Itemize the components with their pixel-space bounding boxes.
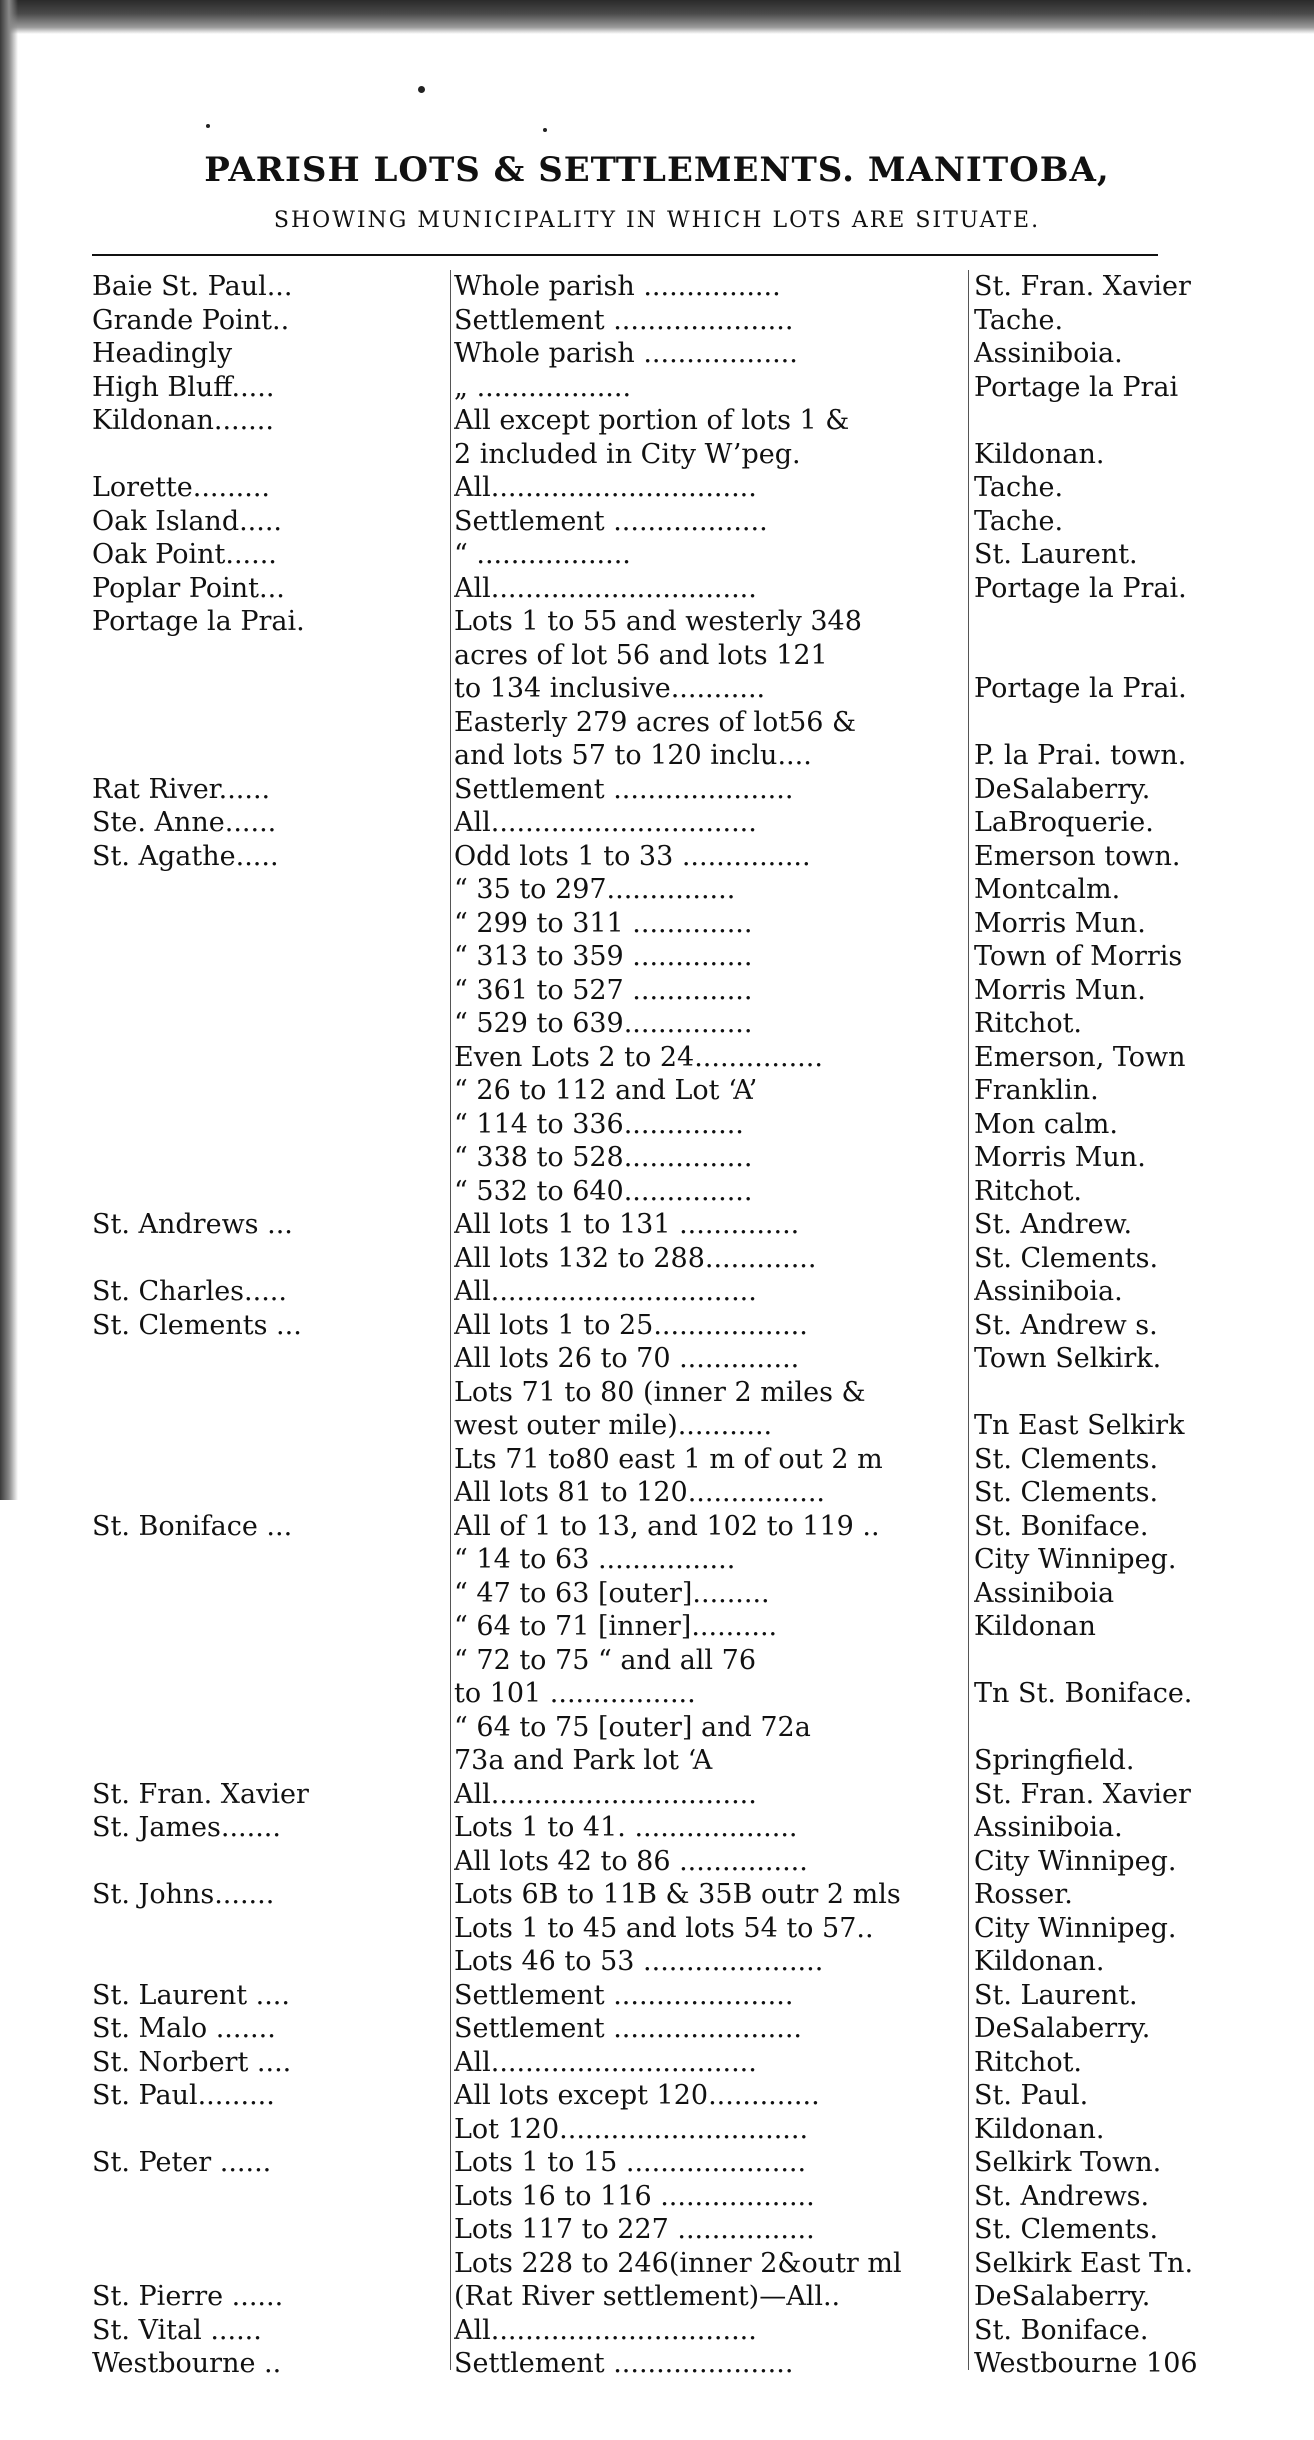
parish-cell: St. Malo ....... — [92, 2013, 276, 2044]
table-row — [86, 1476, 1186, 1510]
lots-cell: “ 338 to 528............... — [454, 1142, 753, 1173]
table-row — [86, 2146, 1186, 2180]
municipality-cell: Ritchot. — [974, 1008, 1083, 1039]
lots-cell: Even Lots 2 to 24............... — [454, 1041, 823, 1073]
table-row — [86, 1510, 1186, 1544]
municipality-cell: Portage la Prai. — [974, 673, 1187, 704]
parish-cell: Oak Island..... — [92, 505, 283, 537]
lots-cell: All except portion of lots 1 & — [454, 405, 850, 436]
table-row — [86, 806, 1186, 840]
table-row — [86, 2280, 1186, 2314]
table-row — [86, 572, 1186, 606]
lots-cell: acres of lot 56 and lots 121 — [454, 639, 828, 671]
parish-cell: High Bluff..... — [92, 371, 275, 403]
lots-cell: “ 64 to 75 [outer] and 72a — [454, 1711, 811, 1743]
table-row — [86, 2046, 1186, 2080]
table-row — [86, 2180, 1186, 2214]
lots-cell: Lot 120............................. — [454, 2113, 809, 2145]
table-row — [86, 639, 1186, 673]
table-row — [86, 471, 1186, 505]
lots-cell: (Rat River settlement)—All.. — [454, 2281, 841, 2312]
table-row — [86, 2314, 1186, 2348]
lots-cell: Settlement ..................... — [454, 1979, 794, 2011]
parish-cell: St. Fran. Xavier — [92, 1778, 309, 1810]
table-row — [86, 1979, 1186, 2013]
municipality-cell: St. Paul. — [974, 2080, 1089, 2111]
print-speck — [206, 124, 210, 128]
table-row — [86, 1108, 1186, 1142]
lots-cell: to 101 ................. — [454, 1678, 696, 1709]
table-row — [86, 1175, 1186, 1209]
municipality-cell: Emerson, Town — [974, 1041, 1186, 1073]
parish-cell: Rat River...... — [92, 773, 271, 805]
lots-cell: “ .................. — [454, 539, 631, 570]
parish-cell: St. Paul......... — [92, 2080, 275, 2111]
table-row — [86, 1242, 1186, 1276]
table-row — [86, 1644, 1186, 1678]
municipality-cell: Town Selkirk. — [974, 1343, 1162, 1374]
municipality-cell: Selkirk East Tn. — [974, 2247, 1194, 2279]
lots-cell: to 134 inclusive........... — [454, 673, 766, 704]
municipality-cell: Mon calm. — [974, 1108, 1118, 1140]
municipality-cell: St. Laurent. — [974, 539, 1138, 570]
table-row — [86, 371, 1186, 405]
municipality-cell: Morris Mun. — [974, 974, 1146, 1006]
lots-cell: All............................... — [454, 472, 757, 503]
table-row — [86, 1041, 1186, 1075]
table-row — [86, 1711, 1186, 1745]
table-row — [86, 1342, 1186, 1376]
parish-lots-table — [86, 270, 1198, 2381]
table-row — [86, 1409, 1186, 1443]
lots-cell: “ 532 to 640............... — [454, 1175, 753, 1207]
lots-cell: Settlement ..................... — [454, 2348, 794, 2379]
table-row — [86, 2012, 1186, 2046]
table-row — [86, 1945, 1186, 1979]
table-row — [86, 270, 1191, 304]
parish-cell: St. Pierre ...... — [92, 2281, 284, 2312]
parish-cell: St. Norbert .... — [92, 2046, 292, 2078]
municipality-cell: Town of Morris — [974, 941, 1183, 972]
municipality-cell: St. Clements. — [974, 1477, 1159, 1508]
lots-cell: Lots 71 to 80 (inner 2 miles & — [454, 1376, 866, 1408]
table-row — [86, 1208, 1186, 1242]
page-title: PARISH LOTS & SETTLEMENTS. MANITOBA, — [204, 150, 1110, 190]
lots-cell: 2 included in City W’peg. — [454, 438, 801, 470]
parish-cell: St. Boniface ... — [92, 1510, 293, 1542]
table-row — [86, 1744, 1186, 1778]
table-row — [86, 605, 1186, 639]
municipality-cell: Springfield. — [974, 1745, 1135, 1776]
lots-cell: All............................... — [454, 572, 757, 604]
table-row — [86, 1912, 1186, 1946]
table-row — [86, 438, 1186, 472]
lots-cell: Settlement ...................... — [454, 2013, 803, 2044]
lots-cell: Lots 228 to 246(inner 2&outr ml — [454, 2247, 902, 2279]
table-row — [86, 907, 1186, 941]
municipality-cell: Franklin. — [974, 1075, 1099, 1106]
lots-cell: Lots 117 to 227 ................ — [454, 2214, 815, 2245]
municipality-cell: DeSalaberry. — [974, 773, 1151, 805]
print-speck — [543, 128, 547, 132]
lots-cell: Whole parish .................. — [454, 338, 798, 369]
lots-cell: All............................... — [454, 2314, 757, 2346]
municipality-cell: Tache. — [974, 505, 1064, 537]
municipality-cell: Tn East Selkirk — [974, 1410, 1185, 1441]
municipality-cell: DeSalaberry. — [974, 2013, 1151, 2044]
table-row — [86, 1677, 1193, 1711]
lots-cell: All of 1 to 13, and 102 to 119 .. — [454, 1510, 880, 1542]
table-row — [86, 404, 1186, 438]
municipality-cell: Tache. — [974, 304, 1064, 336]
lots-cell: “ 361 to 527 .............. — [454, 974, 753, 1006]
municipality-cell: St. Clements. — [974, 1242, 1159, 1274]
lots-cell: Lots 1 to 41. ................... — [454, 1812, 798, 1843]
municipality-cell: Portage la Prai — [974, 371, 1179, 403]
table-row — [86, 1309, 1186, 1343]
lots-cell: All lots 81 to 120................ — [454, 1477, 826, 1508]
municipality-cell: St. Boniface. — [974, 1510, 1149, 1542]
parish-cell: Headingly — [92, 338, 233, 369]
lots-cell: “ 64 to 71 [inner].......... — [454, 1611, 778, 1642]
parish-cell: St. Charles..... — [92, 1276, 287, 1307]
parish-cell: Oak Point...... — [92, 539, 277, 570]
municipality-cell: St. Clements. — [974, 2214, 1159, 2245]
municipality-cell: St. Laurent. — [974, 1979, 1138, 2011]
table-row — [86, 873, 1186, 907]
lots-cell: Whole parish ................ — [454, 271, 781, 302]
lots-cell: “ 47 to 63 [outer]......... — [454, 1577, 770, 1609]
lots-cell: All............................... — [454, 2046, 757, 2078]
lots-cell: All lots 42 to 86 ............... — [454, 1845, 808, 1877]
parish-cell: Portage la Prai. — [92, 606, 305, 637]
municipality-cell: P. la Prai. town. — [974, 740, 1187, 771]
parish-cell: St. Laurent .... — [92, 1979, 290, 2011]
parish-cell: St. Johns....... — [92, 1879, 275, 1910]
lots-cell: Settlement ..................... — [454, 304, 794, 336]
table-row — [86, 2247, 1194, 2281]
municipality-cell: Portage la Prai. — [974, 572, 1187, 604]
table-row — [86, 304, 1186, 338]
municipality-cell: Selkirk Town. — [974, 2147, 1162, 2178]
table-row — [86, 538, 1186, 572]
parish-cell: St. Clements ... — [92, 1309, 302, 1341]
parish-cell: Kildonan....... — [92, 405, 274, 436]
municipality-cell: Assiniboia. — [974, 1276, 1123, 1307]
municipality-cell: St. Clements. — [974, 1443, 1159, 1475]
lots-cell: All lots 1 to 25.................. — [454, 1309, 808, 1341]
table-row — [86, 706, 1186, 740]
municipality-cell: Kildonan. — [974, 1946, 1105, 1977]
lots-cell: Lots 1 to 55 and westerly 348 — [454, 606, 862, 637]
lots-cell: “ 529 to 639............... — [454, 1008, 753, 1039]
lots-cell: All lots 132 to 288............. — [454, 1242, 817, 1274]
table-row — [86, 1275, 1186, 1309]
table-row — [86, 2347, 1198, 2381]
municipality-cell: City Winnipeg. — [974, 1544, 1177, 1575]
table-row — [86, 672, 1186, 706]
lots-cell: All lots 26 to 70 .............. — [454, 1343, 800, 1374]
municipality-cell: Morris Mun. — [974, 907, 1146, 939]
municipality-cell: City Winnipeg. — [974, 1845, 1177, 1877]
page-subtitle: SHOWING MUNICIPALITY IN WHICH LOTS ARE SITUATE. — [273, 208, 1041, 233]
municipality-cell: Emerson town. — [974, 840, 1181, 872]
municipality-cell: Ritchot. — [974, 2046, 1083, 2078]
municipality-cell: Assiniboia. — [974, 1812, 1123, 1843]
lots-cell: Settlement ..................... — [454, 773, 794, 805]
table-row — [86, 1610, 1186, 1644]
municipality-cell: Assiniboia — [974, 1577, 1115, 1609]
municipality-cell: St. Andrew s. — [974, 1309, 1158, 1341]
table-row — [86, 337, 1186, 371]
lots-cell: „ .................. — [454, 371, 632, 403]
lots-cell: “ 299 to 311 .............. — [454, 907, 753, 939]
table-row — [86, 2113, 1186, 2147]
lots-cell: All............................... — [454, 1778, 757, 1810]
lots-cell: “ 14 to 63 ................ — [454, 1544, 736, 1575]
table-row — [86, 1074, 1186, 1108]
title-rule — [92, 254, 1158, 256]
lots-cell: All............................... — [454, 1276, 757, 1307]
lots-cell: “ 72 to 75 “ and all 76 — [454, 1644, 756, 1676]
municipality-cell: LaBroquerie. — [974, 807, 1154, 838]
table-row — [86, 840, 1186, 874]
parish-cell: St. Agathe..... — [92, 840, 279, 872]
table-row — [86, 1778, 1191, 1812]
table-row — [86, 1811, 1186, 1845]
lots-cell: Easterly 279 acres of lot56 & — [454, 706, 857, 738]
print-speck — [418, 86, 425, 93]
lots-cell: Lots 46 to 53 ..................... — [454, 1946, 824, 1977]
municipality-cell: St. Fran. Xavier — [974, 1778, 1191, 1810]
municipality-cell: St. Boniface. — [974, 2314, 1149, 2346]
municipality-cell: Assiniboia. — [974, 338, 1123, 369]
municipality-cell: Morris Mun. — [974, 1142, 1146, 1173]
table-row — [86, 1443, 1186, 1477]
lots-cell: and lots 57 to 120 inclu.... — [454, 740, 812, 771]
parish-cell: Westbourne .. — [92, 2348, 282, 2379]
lots-cell: All lots 1 to 131 .............. — [454, 1209, 800, 1240]
table-row — [86, 505, 1186, 539]
municipality-cell: Tache. — [974, 472, 1064, 503]
scan-edge-top — [0, 0, 1314, 34]
parish-cell: Ste. Anne...... — [92, 807, 277, 838]
lots-cell: Lots 16 to 116 .................. — [454, 2180, 815, 2212]
table-row — [86, 940, 1186, 974]
table-row — [86, 974, 1186, 1008]
table-row — [86, 739, 1186, 773]
municipality-cell: Westbourne 106 — [974, 2348, 1198, 2379]
parish-cell: St. Andrews ... — [92, 1209, 293, 1240]
table-row — [86, 1878, 1186, 1912]
table-row — [86, 1577, 1186, 1611]
lots-cell: “ 114 to 336.............. — [454, 1108, 744, 1140]
lots-cell: “ 313 to 359 .............. — [454, 941, 753, 972]
municipality-cell: St. Andrew. — [974, 1209, 1133, 1240]
parish-cell: St. Peter ...... — [92, 2147, 272, 2178]
lots-cell: Odd lots 1 to 33 ............... — [454, 840, 811, 872]
lots-cell: Settlement .................. — [454, 505, 768, 537]
parish-cell: Baie St. Paul... — [92, 271, 293, 302]
municipality-cell: Kildonan. — [974, 438, 1105, 470]
lots-cell: Lts 71 to80 east 1 m of out 2 m — [454, 1443, 883, 1475]
municipality-cell: Tn St. Boniface. — [974, 1678, 1193, 1709]
parish-cell: St. James....... — [92, 1812, 281, 1843]
municipality-cell: Montcalm. — [974, 874, 1121, 905]
municipality-cell: St. Andrews. — [974, 2180, 1150, 2212]
municipality-cell: DeSalaberry. — [974, 2281, 1151, 2312]
lots-cell: “ 35 to 297............... — [454, 874, 736, 905]
parish-cell: Lorette......... — [92, 472, 270, 503]
municipality-cell: Kildonan. — [974, 2113, 1105, 2145]
table-row — [86, 2079, 1186, 2113]
municipality-cell: Kildonan — [974, 1611, 1096, 1642]
lots-cell: “ 26 to 112 and Lot ‘A’ — [454, 1075, 758, 1106]
lots-cell: 73a and Park lot ‘A — [454, 1745, 713, 1776]
municipality-cell: Ritchot. — [974, 1175, 1083, 1207]
table-row — [86, 1141, 1186, 1175]
table-row — [86, 1845, 1186, 1879]
table-row — [86, 2213, 1186, 2247]
table-row — [86, 773, 1186, 807]
municipality-cell: City Winnipeg. — [974, 1912, 1177, 1944]
lots-cell: Lots 6B to 11B & 35B outr 2 mls — [454, 1879, 901, 1910]
lots-cell: Lots 1 to 15 ..................... — [454, 2147, 807, 2178]
parish-cell: Grande Point.. — [92, 304, 290, 336]
parish-cell: Poplar Point... — [92, 572, 285, 604]
lots-cell: All............................... — [454, 807, 757, 838]
lots-cell: west outer mile)........... — [454, 1410, 773, 1441]
lots-cell: Lots 1 to 45 and lots 54 to 57.. — [454, 1912, 874, 1944]
municipality-cell: St. Fran. Xavier — [974, 271, 1191, 302]
table-row — [86, 1376, 1186, 1410]
municipality-cell: Rosser. — [974, 1879, 1073, 1910]
table-row — [86, 1007, 1186, 1041]
parish-cell: St. Vital ...... — [92, 2314, 262, 2346]
table-row — [86, 1543, 1186, 1577]
lots-cell: All lots except 120............. — [454, 2080, 820, 2111]
